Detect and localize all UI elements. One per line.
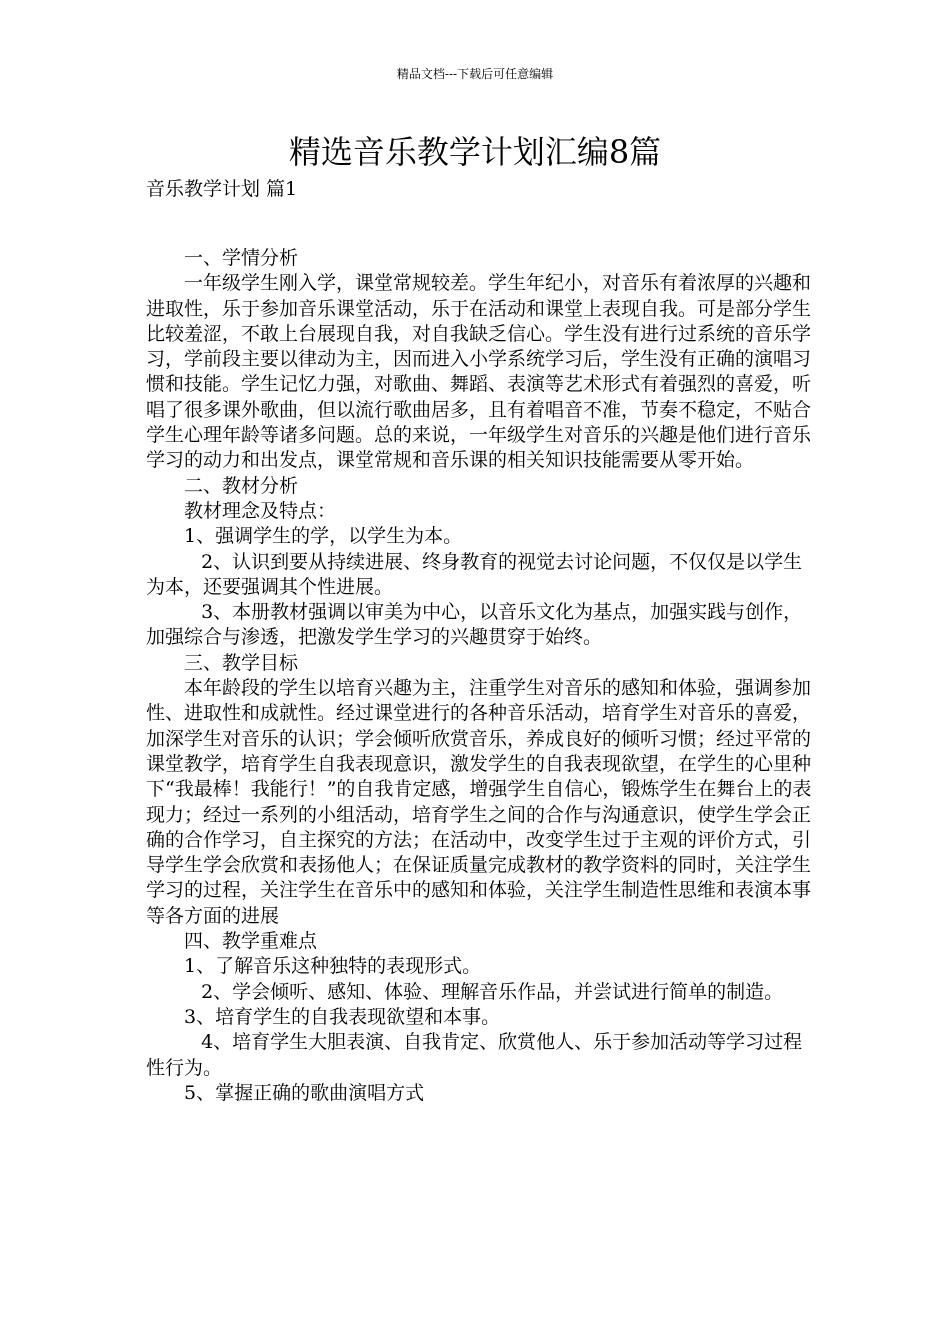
list-item: 2、认识到要从持续进展、终身教育的视觉去讨论问题，不仅仅是以学生为本，还要强调其个性进展。 [146,550,803,598]
paragraph-teaching-goals: 本年龄段的学生以培育兴趣为主，注重学生对音乐的感知和体验，强调参加性、进取性和成就性。经过课堂进行的各种音乐活动，培育学生对音乐的喜爱，加深学生对音乐的认识；学会倾听欣赏音乐，养成良好的倾听习惯；经过平常的课堂教学，培育学生自我表现意识，激发学生的自我表现欲望，在学生的心里种下“我最棒！我能行！”的自我肯定感，增强学生自信心，锻炼学生在舞台上的表现力；经过一系列的小组活动，培育学生之间的合作与沟通意识，使学生学会正确的合作学习，自主探究的方法；在活动中，改变学生过于主观的评价方式，引导学生学会欣赏和表扬他人；在保证质量完成教材的教学资料的同时，关注学生学习的过程，关注学生在音乐中的感知和体验，关注学生制造性思维和表演本事等各方面的进展 [146,677,812,927]
paragraph-learning-analysis: 一年级学生刚入学，课堂常规较差。学生年纪小，对音乐有着浓厚的兴趣和进取性，乐于参加音乐课堂活动，乐于在活动和课堂上表现自我。可是部分学生比较羞涩，不敢上台展现自我，对自我缺乏信心。学生没有进行过系统的音乐学习，学前段主要以律动为主，因而进入小学系统学习后，学生没有正确的演唱习惯和技能。学生记忆力强，对歌曲、舞蹈、表演等艺术形式有着强烈的喜爱，听唱了很多课外歌曲，但以流行歌曲居多，且有着唱音不准，节奏不稳定，不贴合学生心理年龄等诸多问题。总的来说，一年级学生对音乐的兴趣是他们进行音乐学习的动力和出发点，课堂常规和音乐课的相关知识技能需要从零开始。 [146,272,812,472]
list-item: 5、掌握正确的歌曲演唱方式 [184,1081,425,1104]
heading-teaching-goals: 三、教学目标 [184,651,299,674]
section-heading: 音乐教学计划 篇1 [146,178,298,200]
body-text [146,246,816,1106]
list-item: 4、培育学生大胆表演、自我肯定、欣赏他人、乐于参加活动等学习过程性行为。 [146,1031,803,1079]
list-item: 3、培育学生的自我表现欲望和本事。 [184,1005,501,1028]
list-item: 1、了解音乐这种独特的表现形式。 [184,955,482,978]
list-item: 1、强调学生的学，以学生为本。 [184,525,463,548]
list-item: 2、学会倾听、感知、体验、理解音乐作品，并尝试进行简单的制造。 [201,980,784,1003]
paragraph-textbook-concept: 教材理念及特点： [184,499,337,522]
header-note: 精品文档---下载后可任意编辑 [396,67,554,81]
heading-textbook-analysis: 二、教材分析 [184,474,299,497]
document-title: 精选音乐教学计划汇编8篇 [288,133,662,171]
list-item: 3、本册教材强调以审美为中心，以音乐文化为基点，加强实践与创作，加强综合与渗透，把激发学生学习的兴趣贯穿于始终。 [146,601,803,649]
heading-key-points: 四、教学重难点 [184,930,318,953]
heading-learning-analysis: 一、学情分析 [184,247,299,269]
